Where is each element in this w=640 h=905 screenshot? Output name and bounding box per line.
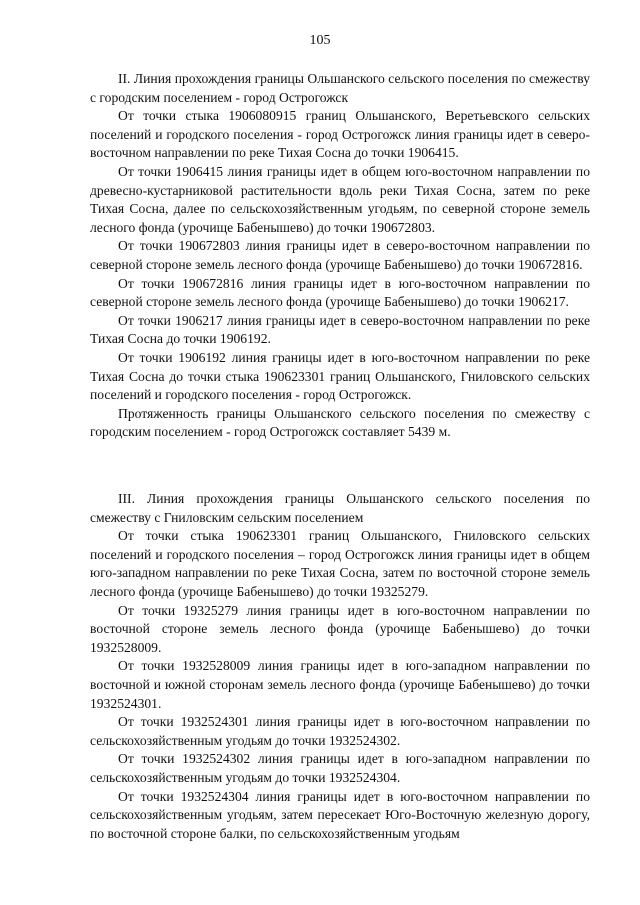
paragraph: От точки 19325279 линия границы идет в юго-восточном направлении по восточной стороне земель лесного фонда (урочище Бабенышево) до точки 1932528009. xyxy=(90,602,590,655)
section-3 xyxy=(90,490,590,843)
paragraph: От точки 1932524304 линия границы идет в юго-восточном направлении по сельскохозяйственным угодьям, затем пересекает Юго-Восточную железную дорогу, по восточной стороне балки, по сельскохозяйственным угодьям xyxy=(90,788,590,841)
paragraph: От точки 1906415 линия границы идет в общем юго-восточном направлении по древесно-кустарниковой растительности вдоль реки Тихая Сосна, затем по реке Тихая Сосна, далее по сельскохозяйственным угодьям, по северной стороне земель лесного фонда (урочище Бабенышево) до точки 190672803. xyxy=(90,163,590,235)
paragraph: От точки 1906217 линия границы идет в северо-восточном направлении по реке Тихая Сосна до точки 1906192. xyxy=(90,312,590,347)
paragraph: От точки 1932528009 линия границы идет в юго-западном направлении по восточной и южной сторонам земель лесного фонда (урочище Бабенышево) до точки 1932524301. xyxy=(90,658,590,711)
paragraph: От точки 190672816 линия границы идет в юго-восточном направлении по северной стороне земель лесного фонда (урочище Бабенышево) до точки 1906217. xyxy=(90,275,590,310)
section-heading: II. Линия прохождения границы Ольшанского сельского поселения по смежеству с городским поселением - город Острогожск xyxy=(90,71,590,105)
section-heading: III. Линия прохождения границы Ольшанского сельского поселения по смежеству с Гниловским сельским поселением xyxy=(90,491,590,525)
paragraph: От точки 1906192 линия границы идет в юго-восточном направлении по реке Тихая Сосна до точки стыка 190623301 границ Ольшанского, Гниловского сельских поселений и городского поселения - город Острогожск. xyxy=(90,349,590,403)
paragraph: От точки 1932524301 линия границы идет в юго-восточном направлении по сельскохозяйственным угодьям до точки 1932524302. xyxy=(90,714,590,748)
paragraph: Протяженность границы Ольшанского сельского поселения по смежеству с городским поселением - город Острогожск составляет 5439 м. xyxy=(90,405,590,440)
section-2 xyxy=(90,70,590,442)
paragraph: От точки 190672803 линия границы идет в северо-восточном направлении по северной стороне земель лесного фонда (урочище Бабенышево) до точки 190672816. xyxy=(90,238,590,272)
paragraph: От точки стыка 1906080915 границ Ольшанского, Веретьевского сельских поселений и городского поселения - город Острогожск линия границы идет в северо-восточном направлении по реке Тихая Сосна до точки 1906415. xyxy=(90,108,590,161)
paragraph: От точки 1932524302 линия границы идет в юго-западном направлении по сельскохозяйственным угодьям до точки 1932524304. xyxy=(90,751,590,785)
page-number: 105 xyxy=(309,33,331,48)
paragraph: От точки стыка 190623301 границ Ольшанского, Гниловского сельских поселений и городского поселения – город Острогожск линия границы идет в общем юго-западном направлении по реке Тихая Сосна, затем по восточной стороне земель лесного фонда (урочище Бабенышево) до точки 19325279. xyxy=(90,528,590,599)
